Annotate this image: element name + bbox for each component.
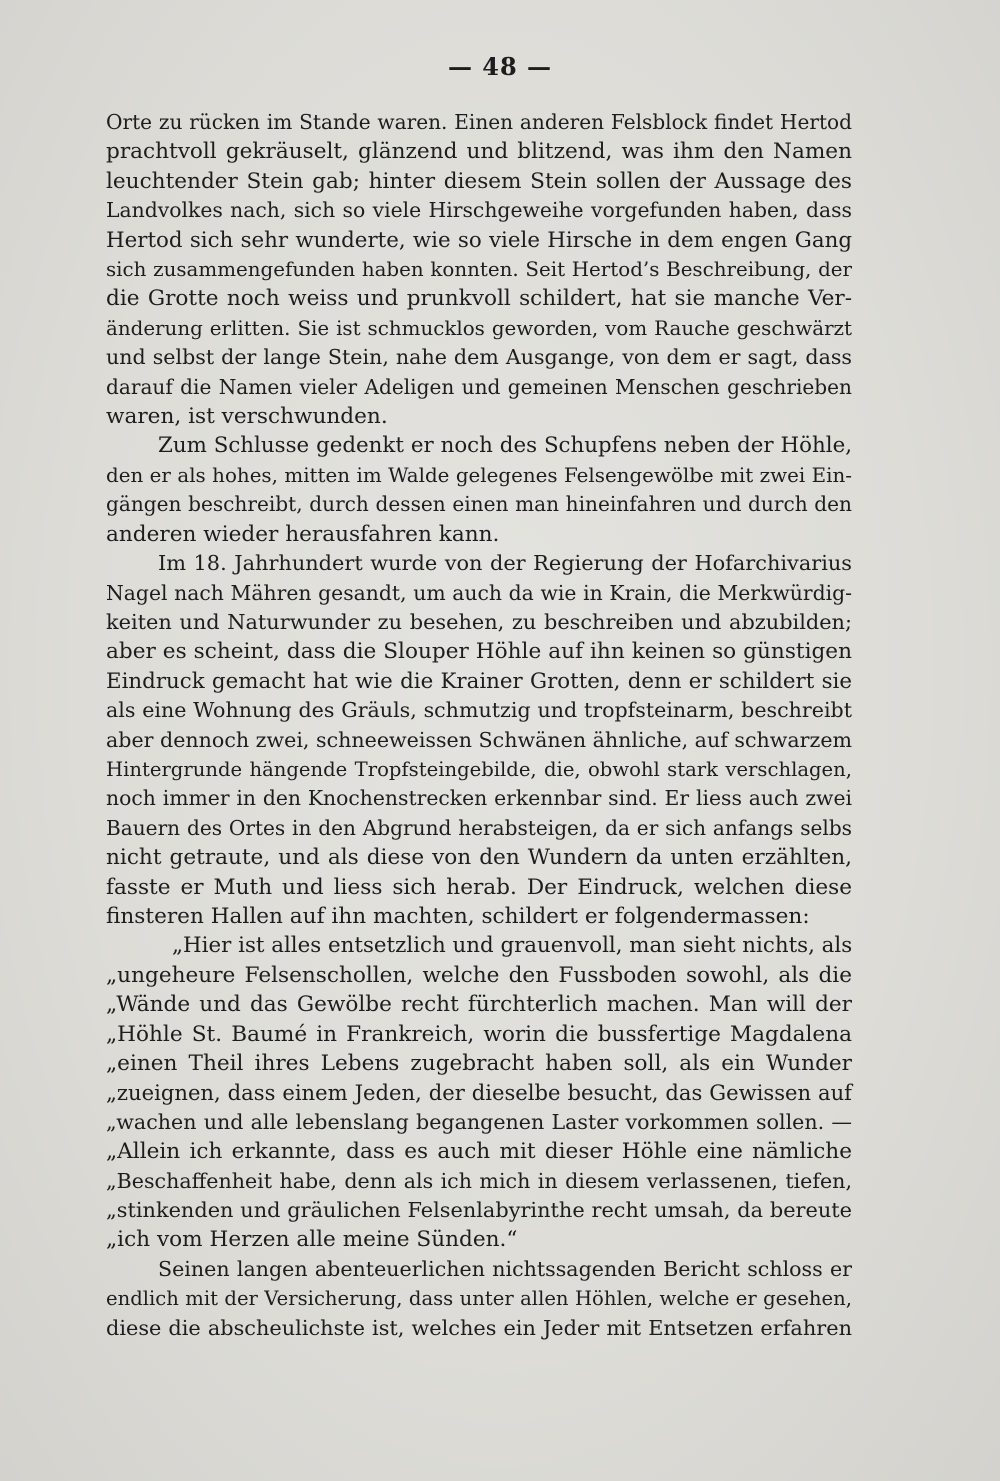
quote-line: „Höhle St. Baumé in Frankreich, worin die bussfertige Magdalena (106, 1021, 852, 1047)
text-line: Im 18. Jahrhundert wurde von der Regierung der Hofarchivarius (158, 551, 852, 576)
quote-line: „Wände und das Gewölbe recht fürchterlich machen. Man will der (106, 992, 852, 1018)
quote-line: „ungeheure Felsenschollen, welche den Fussboden sowohl, als die (106, 962, 852, 988)
quote-line: „zueignen, dass einem Jeden, der dieselbe besucht, das Gewissen auf (106, 1080, 852, 1106)
text-line: endlich mit der Versicherung, dass unter allen Höhlen, welche er gesehen, (106, 1287, 852, 1311)
quote-line: „einen Theil ihres Lebens zugebracht haben soll, als ein Wunder (106, 1051, 852, 1076)
quote-line: „stinkenden und gräulichen Felsenlabyrinthe recht umsah, da bereute (106, 1198, 852, 1223)
text-line: Hertod sich sehr wunderte, wie so viele Hirsche in dem engen Gang (106, 227, 852, 253)
page-number: — 48 — (447, 52, 553, 81)
text-line: Zum Schlusse gedenkt er noch des Schupfens neben der Höhle, (158, 433, 852, 459)
text-line: und selbst der lange Stein, nahe dem Ausgange, von dem er sagt, dass (106, 345, 852, 370)
text-line: gängen beschreibt, durch dessen einen man hineinfahren und durch den (106, 492, 852, 517)
text-line: nicht getraute, und als diese von den Wundern da unten erzählten, (106, 845, 852, 871)
quote-line: „Allein ich erkannte, dass es auch mit dieser Höhle eine nämliche (106, 1139, 852, 1165)
quote-line: „wachen und alle lebenslang begangenen Laster vorkommen sollen. — (106, 1109, 852, 1134)
text-line: finsteren Hallen auf ihn machten, schildert er folgendermassen: (106, 903, 810, 929)
text-line: die Grotte noch weiss und prunkvoll schildert, hat sie manche Ver- (106, 286, 852, 312)
quote-line: „Hier ist alles entsetzlich und grauenvoll, man sieht nichts, als (172, 933, 853, 959)
text-line: keiten und Naturwunder zu besehen, zu beschreiben und abzubilden; (106, 609, 852, 634)
text-line: Seinen langen abenteuerlichen nichtssagenden Bericht schloss er (158, 1256, 852, 1281)
text-line: noch immer in den Knochenstrecken erkennbar sind. Er liess auch zwei (106, 786, 852, 811)
text-line: Landvolkes nach, sich so viele Hirschgeweihe vorgefunden haben, dass (106, 198, 852, 223)
text-line: Nagel nach Mähren gesandt, um auch da wie in Krain, die Merkwürdig- (106, 580, 852, 605)
text-line: prachtvoll gekräuselt, glänzend und blitzend, was ihm den Namen (106, 139, 852, 165)
quote-line: „Beschaffenheit habe, denn als ich mich in diesem verlassenen, tiefen, (106, 1168, 852, 1193)
text-line: aber es scheint, dass die Slouper Höhle auf ihn keinen so günstigen (106, 639, 852, 665)
text-line: den er als hohes, mitten im Walde gelegenes Felsengewölbe mit zwei Ein- (106, 463, 852, 487)
text-line: Orte zu rücken im Stande waren. Einen anderen Felsblock findet Hertod (106, 110, 852, 134)
body-text (106, 108, 852, 1343)
text-line: als eine Wohnung des Gräuls, schmutzig und tropfsteinarm, beschreibt (106, 698, 852, 723)
quote-line: „ich vom Herzen alle meine Sünden.“ (106, 1227, 518, 1253)
text-line: aber dennoch zwei, schneeweissen Schwänen ähnliche, auf schwarzem (106, 727, 853, 752)
text-line: waren, ist verschwunden. (106, 404, 388, 430)
text-line: darauf die Namen vieler Adeligen und gemeinen Menschen geschrieben (106, 374, 852, 399)
text-line: sich zusammengefunden haben konnten. Seit Hertod’s Beschreibung, der (106, 258, 852, 282)
text-line: Bauern des Ortes in den Abgrund herabsteigen, da er sich anfangs selbs (106, 815, 852, 840)
text-line: Eindruck gemacht hat wie die Krainer Grotten, denn er schildert sie (106, 668, 852, 694)
text-line: anderen wieder herausfahren kann. (106, 521, 500, 547)
text-line: leuchtender Stein gab; hinter diesem Stein sollen der Aussage des (106, 168, 852, 194)
text-line: diese die abscheulichste ist, welches ein Jeder mit Entsetzen erfahren (106, 1315, 852, 1340)
text-line: Hintergrunde hängende Tropfsteingebilde, die, obwohl stark verschlagen, (106, 757, 852, 781)
text-line: änderung erlitten. Sie ist schmucklos geworden, vom Rauche geschwärzt (106, 316, 852, 340)
text-line: fasste er Muth und liess sich herab. Der Eindruck, welchen diese (106, 874, 852, 900)
